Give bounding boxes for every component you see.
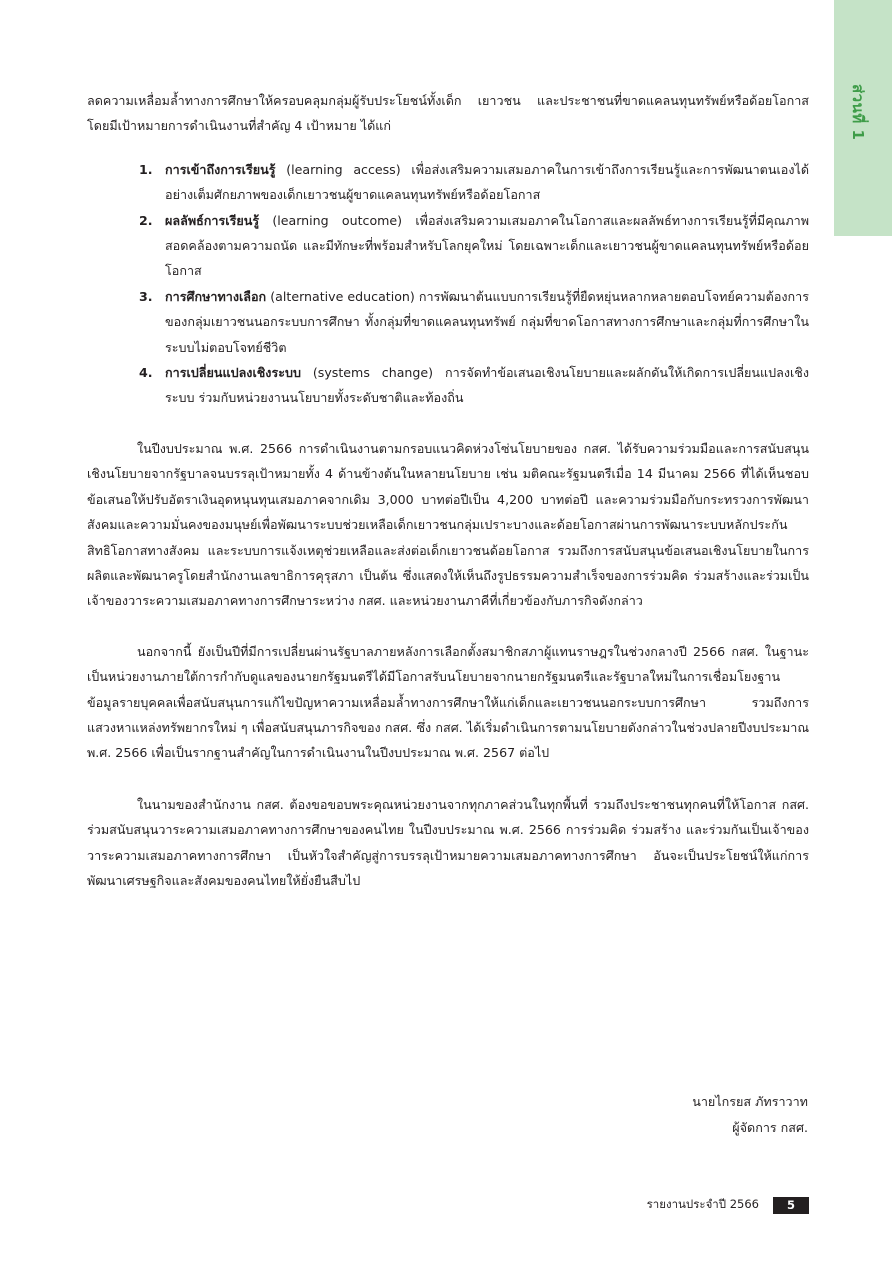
goal-item [139, 284, 809, 360]
body-paragraph-2: นอกจากนี้ ยังเป็นปีที่มีการเปลี่ยนผ่านรัฐบาลภายหลังการเลือกตั้งสมาชิกสภาผู้แทนราษฎรในช่วงกลางปี 2566 กสศ. ในฐานะเป็นหน่วยงานภายใต้การกำกับดูแลของนายกรัฐมนตรีได้มีโอกาสรับนโยบายจากนายกรัฐมนตรีและรัฐบาลใหม่ในการเชื่อมโยงฐานข้อมูลรายบุคคลเพื่อสนับสนุนการแก้ไขปัญหาความเหลื่อมล้ำทางการศึกษาให้แก่เด็กและเยาวชนนอกระบบการศึกษา รวมถึงการแสวงหาแหล่งทรัพยากรใหม่ ๆ เพื่อสนับสนุนภารกิจของ กสศ. ซึ่ง กสศ. ได้เริ่มดำเนินการตามนโยบายดังกล่าวในช่วงปลายปีงบประมาณ พ.ศ. 2566 เพื่อเป็นรากฐานสำคัญในการดำเนินงานในปีงบประมาณ พ.ศ. 2567 ต่อไป [87, 643, 809, 761]
goal-item [139, 360, 809, 411]
goal-number: 1. [139, 161, 153, 177]
footer-report-title: รายงานประจำปี 2566 [646, 1197, 759, 1211]
goal-text: (learning outcome) เพื่อส่งเสริมความเสมอภาคในโอกาสและผลลัพธ์ทางการเรียนรู้ที่มีคุณภาพ สอดคล้องตามความถนัด และมีทักษะที่พร้อมสำหรับโลกยุคใหม่ โดยเฉพาะเด็กและเยาวชนผู้ขาดแคลนทุนทรัพย์หรือด้อยโอกาส [165, 212, 809, 279]
goal-title: การศึกษาทางเลือก [165, 288, 267, 304]
goal-title: การเข้าถึงการเรียนรู้ [165, 161, 276, 177]
page-body [87, 88, 809, 893]
body-paragraph-1: ในปีงบประมาณ พ.ศ. 2566 การดำเนินงานตามกรอบแนวคิดห่วงโซ่นโยบายของ กสศ. ได้รับความร่วมมือและการสนับสนุนเชิงนโยบายจากรัฐบาลจนบรรลุเป้าหมายทั้ง 4 ด้านข้างต้นในหลายนโยบาย เช่น มติคณะรัฐมนตรีเมื่อ 14 มีนาคม 2566 ที่ได้เห็นชอบข้อเสนอให้ปรับอัตราเงินอุดหนุนทุนเสมอภาคจากเดิม 3,000 บาทต่อปีเป็น 4,200 บาทต่อปี และความร่วมมือกับกระทรวงการพัฒนาสังคมและความมั่นคงของมนุษย์เพื่อพัฒนาระบบช่วยเหลือเด็กเยาวชนกลุ่มเปราะบางและด้อยโอกาสผ่านการพัฒนาระบบหลักประกันสิทธิโอกาสทางสังคม และระบบการแจ้งเหตุช่วยเหลือและส่งต่อเด็กเยาวชนด้อยโอกาส รวมถึงการสนับสนุนข้อเสนอเชิงนโยบายในการผลิตและพัฒนาครูโดยสำนักงานเลขาธิการคุรุสภา เป็นต้น ซึ่งแสดงให้เห็นถึงรูปธรรมความสำเร็จของการร่วมคิด ร่วมสร้างและร่วมเป็นเจ้าของวาระความเสมอภาคทางการศึกษาระหว่าง กสศ. และหน่วยงานภาคีที่เกี่ยวข้องกับภารกิจดังกล่าว [87, 440, 809, 609]
signatory-name: นายไกรยส ภัทราวาท [692, 1094, 808, 1109]
goal-number: 4. [139, 365, 153, 381]
page-footer [647, 1196, 809, 1214]
goals-list [87, 157, 809, 411]
goal-number: 2. [139, 212, 153, 228]
goal-text: (learning access) เพื่อส่งเสริมความเสมอภาคในการเข้าถึงการเรียนรู้และการพัฒนาตนเองได้อย่างเต็มศักยภาพของเด็กเยาวชนผู้ขาดแคลนทุนทรัพย์หรือด้อยโอกาส [165, 161, 809, 203]
goal-item [139, 208, 809, 284]
goal-text: (systems change) การจัดทำข้อเสนอเชิงนโยบายและผลักดันให้เกิดการเปลี่ยนแปลงเชิงระบบ ร่วมกับหน่วยงานนโยบายทั้งระดับชาติและท้องถิ่น [165, 365, 809, 406]
goal-title: ผลลัพธ์การเรียนรู้ [165, 212, 260, 228]
intro-paragraph: ลดความเหลื่อมล้ำทางการศึกษาให้ครอบคลุมกลุ่มผู้รับประโยชน์ทั้งเด็ก เยาวชน และประชาชนที่ขาดแคลนทุนทรัพย์หรือด้อยโอกาส โดยมีเป้าหมายการดำเนินงานที่สำคัญ 4 เป้าหมาย ได้แก่ [87, 93, 809, 134]
goal-item [139, 157, 809, 208]
section-tab [834, 0, 892, 236]
goal-number: 3. [139, 288, 153, 304]
body-paragraph-3: ในนามของสำนักงาน กสศ. ต้องขอขอบพระคุณหน่วยงานจากทุกภาคส่วนในทุกพื้นที่ รวมถึงประชาชนทุกคนที่ให้โอกาส กสศ. ร่วมสนับสนุนวาระความเสมอภาคทางการศึกษาของคนไทย ในปีงบประมาณ พ.ศ. 2566 การร่วมคิด ร่วมสร้าง และร่วมกันเป็นเจ้าของวาระความเสมอภาคทางการศึกษา เป็นหัวใจสำคัญสู่การบรรลุเป้าหมายความเสมอภาคทางการศึกษา อันจะเป็นประโยชน์ให้แก่การพัฒนาเศรษฐกิจและสังคมของคนไทยให้ยั่งยืนสืบไป [87, 796, 809, 888]
goal-title: การเปลี่ยนแปลงเชิงระบบ [165, 365, 301, 381]
goal-text: (alternative education) การพัฒนาต้นแบบการเรียนรู้ที่ยืดหยุ่นหลากหลายตอบโจทย์ความต้องการของกลุ่มเยาวชนนอกระบบการศึกษา ทั้งกลุ่มที่ขาดแคลนทุนทรัพย์ กลุ่มที่ขาดโอกาสทางการศึกษาและกลุ่มที่การศึกษาในระบบไม่ตอบโจทย์ชีวิต [165, 288, 809, 355]
signature-block [692, 1089, 808, 1141]
page-number: 5 [773, 1197, 809, 1214]
section-tab-label: ส่วนที่ 1 [849, 84, 867, 141]
signatory-title: ผู้จัดการ กสศ. [732, 1120, 808, 1135]
